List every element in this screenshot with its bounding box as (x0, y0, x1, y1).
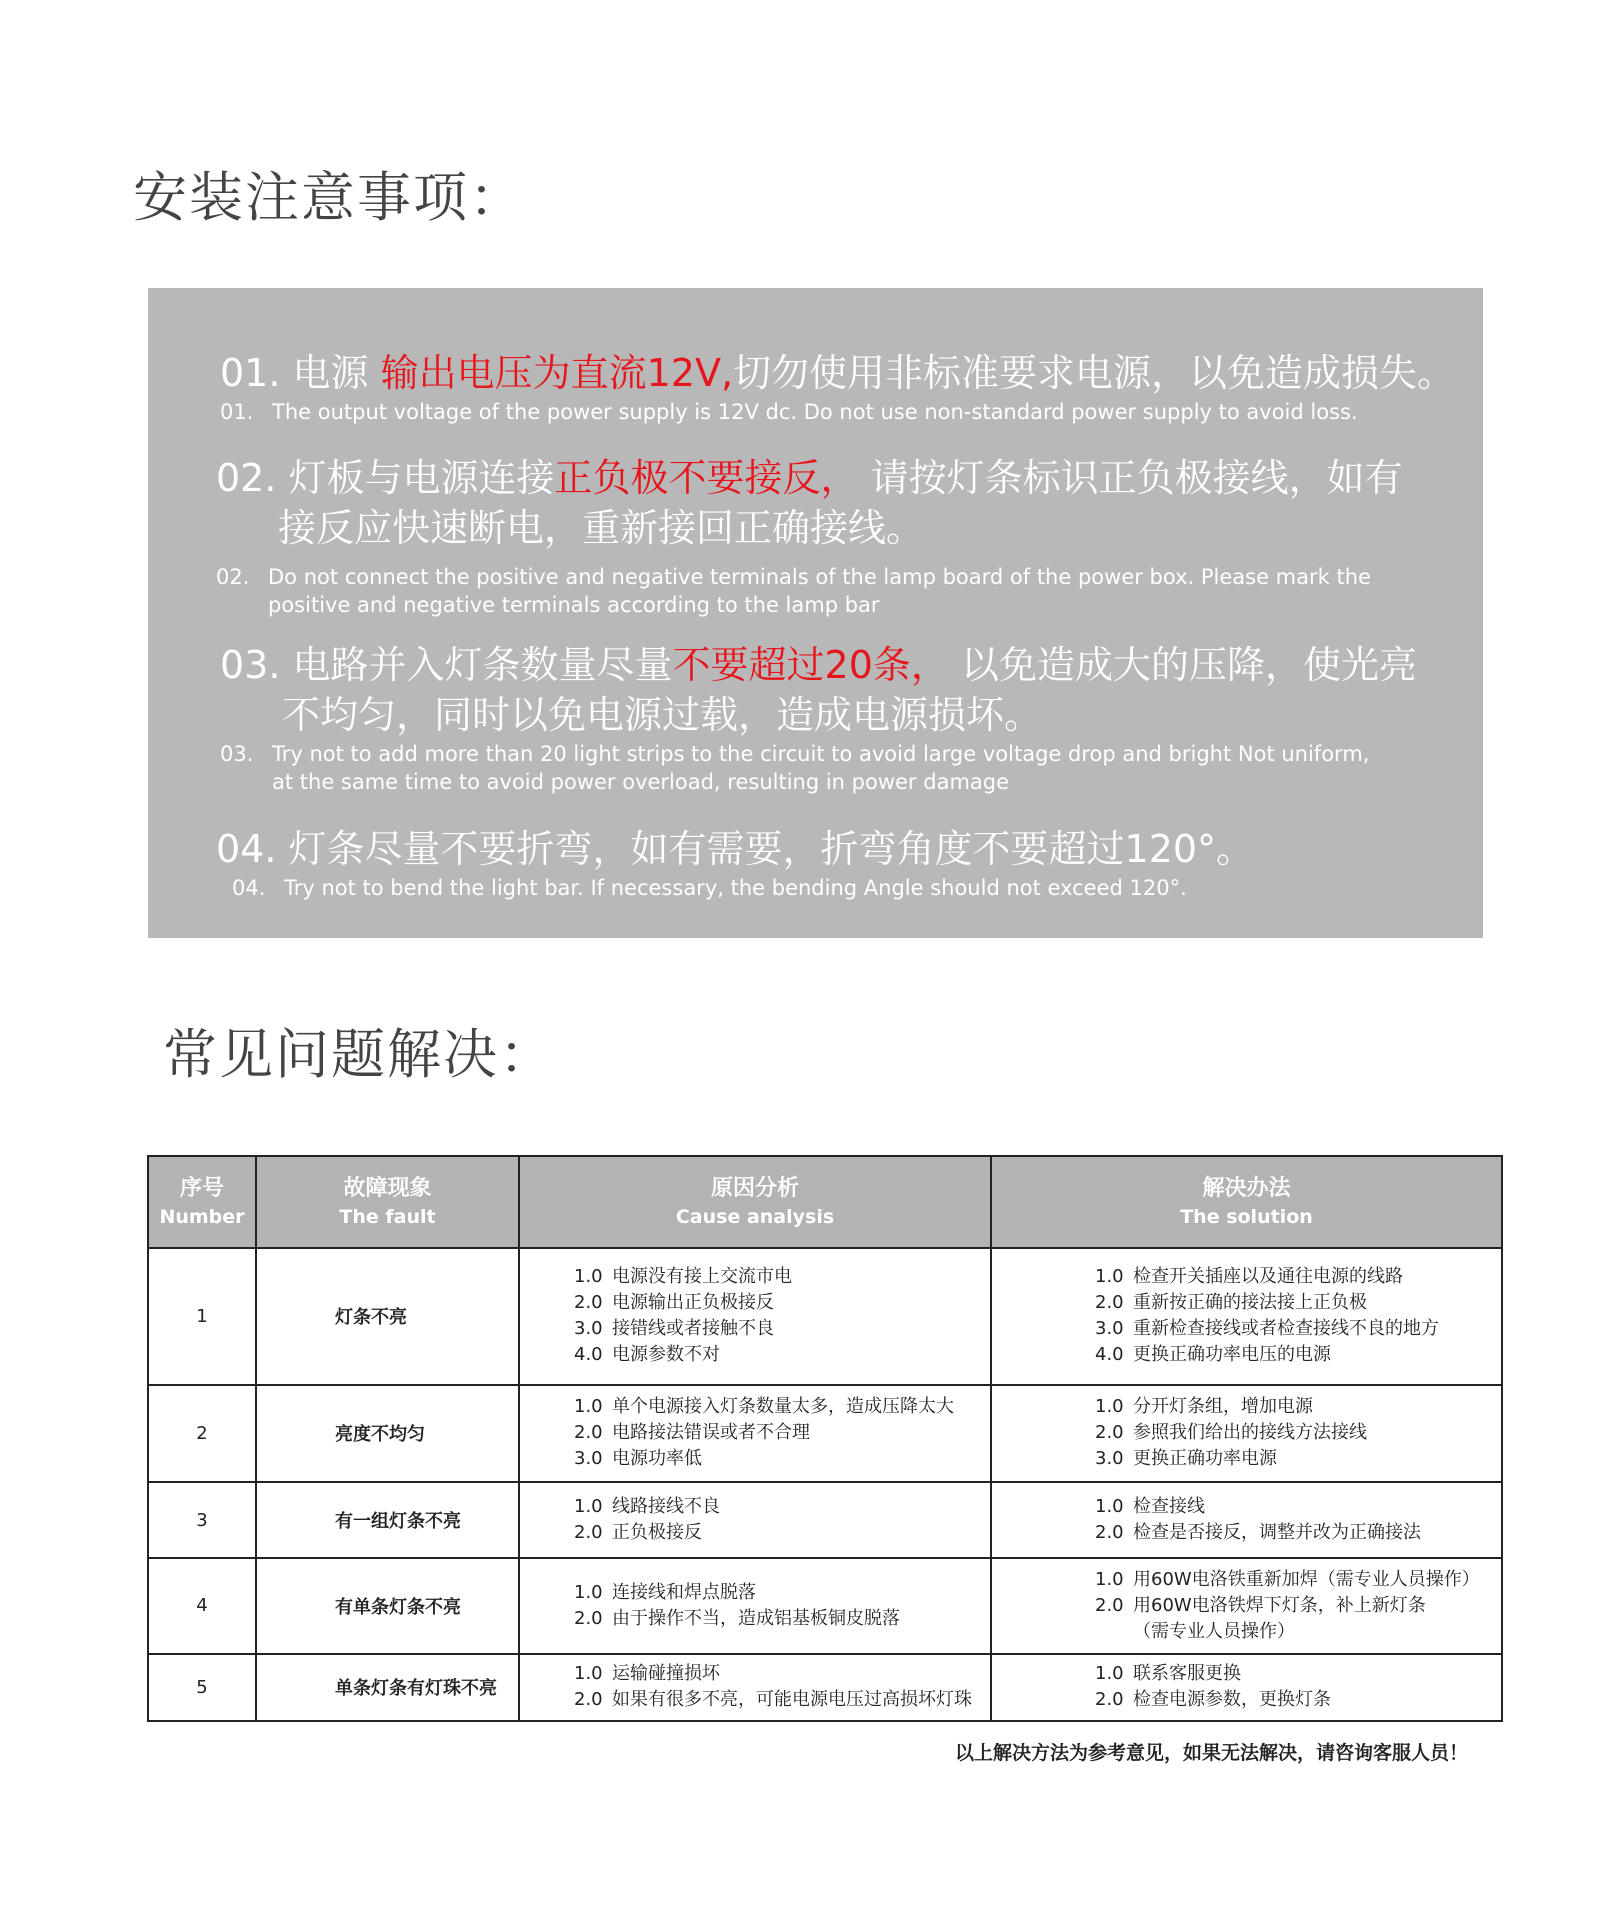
row-causes: 1.0 运输碰撞损坏 2.0 如果有很多不亮，可能电源电压过高损坏灯珠 (519, 1654, 991, 1721)
table-header-row (148, 1156, 1502, 1248)
header-number: 序号 Number (148, 1156, 256, 1248)
row-fault: 亮度不均匀 (256, 1385, 519, 1482)
notice-en: 04. Try not to bend the light bar. If necessary, the bending Angle should not exceed 120°. (232, 876, 1187, 900)
notice-en-cont: at the same time to avoid power overload, resulting in power damage (272, 770, 1010, 794)
table-row (148, 1482, 1502, 1558)
install-title: 安装注意事项： (133, 166, 525, 229)
row-fault: 有一组灯条不亮 (256, 1482, 519, 1558)
row-solutions: 1.0 联系客服更换 2.0 检查电源参数，更换灯条 (991, 1654, 1502, 1721)
notice-zh-cont: 不均匀，同时以免电源过载，造成电源损坏。 (282, 693, 1043, 737)
notice-zh: 03. 电路并入灯条数量尽量不要超过20条， 以免造成大的压降，使光亮 (220, 643, 1417, 687)
row-solutions: 1.0 检查接线 2.0 检查是否接反，调整并改为正确接法 (991, 1482, 1502, 1558)
row-solutions: 1.0 用60W电洛铁重新加焊（需专业人员操作） 2.0 用60W电洛铁焊下灯条，补上新灯条 （需专业人员操作） (991, 1558, 1502, 1653)
notice-zh: 01. 电源 输出电压为直流12V,切勿使用非标准要求电源，以免造成损失。 (220, 351, 1456, 395)
row-solutions: 1.0 检查开关插座以及通往电源的线路 2.0 重新按正确的接法接上正负极 3.0 重新检查接线或者检查接线不良的地方 4.0 更换正确功率电压的电源 (991, 1248, 1502, 1385)
install-notice-box (148, 288, 1483, 938)
header-cause: 原因分析 Cause analysis (519, 1156, 991, 1248)
notice-en: 02. Do not connect the positive and negative terminals of the lamp board of the power box. Please mark the (216, 565, 1371, 589)
table-row (148, 1558, 1502, 1653)
row-solutions: 1.0 分开灯条组，增加电源 2.0 参照我们给出的接线方法接线 3.0 更换正确功率电源 (991, 1385, 1502, 1482)
row-number: 1 (148, 1248, 256, 1385)
row-causes: 1.0 连接线和焊点脱落 2.0 由于操作不当，造成铝基板铜皮脱落 (519, 1558, 991, 1653)
notice-zh: 04. 灯条尽量不要折弯，如有需要，折弯角度不要超过120°。 (216, 827, 1255, 871)
header-solution: 解决办法 The solution (991, 1156, 1502, 1248)
row-fault: 单条灯条有灯珠不亮 (256, 1654, 519, 1721)
faq-table (147, 1155, 1503, 1722)
notice-highlight: 正负极不要接反， (554, 456, 859, 500)
notice-highlight: 输出电压为直流12V, (380, 351, 734, 395)
notice-item-4 (216, 824, 1466, 902)
notice-zh: 02. 灯板与电源连接正负极不要接反， 请按灯条标识正负极接线，如有 (216, 456, 1403, 500)
table-row (148, 1385, 1502, 1482)
notice-item-3 (220, 640, 1470, 796)
header-fault: 故障现象 The fault (256, 1156, 519, 1248)
notice-highlight: 不要超过20条， (672, 643, 949, 687)
notice-en: 01. The output voltage of the power supply is 12V dc. Do not use non-standard power supply to avoid loss. (220, 400, 1358, 424)
row-causes: 1.0 单个电源接入灯条数量太多，造成压降太大 2.0 电路接法错误或者不合理 3.0 电源功率低 (519, 1385, 991, 1482)
row-number: 3 (148, 1482, 256, 1558)
row-fault: 灯条不亮 (256, 1248, 519, 1385)
notice-en: 03. Try not to add more than 20 light strips to the circuit to avoid large voltage drop and bright Not uniform, (220, 742, 1370, 766)
row-number: 4 (148, 1558, 256, 1653)
faq-title: 常见问题解决： (163, 1023, 555, 1086)
row-causes: 1.0 电源没有接上交流市电 2.0 电源输出正负极接反 3.0 接错线或者接触不良 4.0 电源参数不对 (519, 1248, 991, 1385)
row-number: 2 (148, 1385, 256, 1482)
faq-footnote: 以上解决方法为参考意见，如果无法解决，请咨询客服人员！ (955, 1742, 1469, 1764)
row-causes: 1.0 线路接线不良 2.0 正负极接反 (519, 1482, 991, 1558)
notice-item-2 (216, 453, 1466, 619)
row-fault: 有单条灯条不亮 (256, 1558, 519, 1653)
notice-en-cont: positive and negative terminals according to the lamp bar (268, 593, 880, 617)
notice-zh-cont: 接反应快速断电，重新接回正确接线。 (278, 506, 925, 550)
table-row (148, 1654, 1502, 1721)
notice-item-1 (220, 348, 1470, 426)
row-number: 5 (148, 1654, 256, 1721)
table-row (148, 1248, 1502, 1385)
